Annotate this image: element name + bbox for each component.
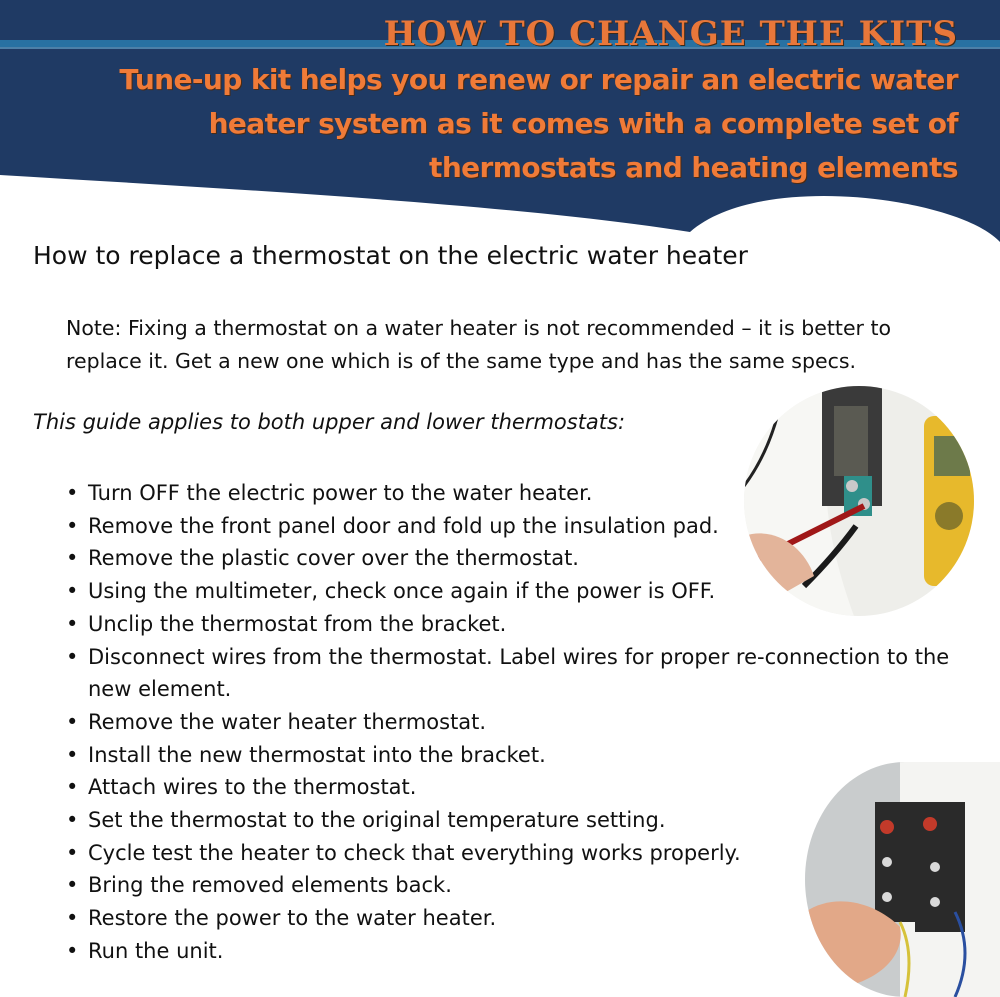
guide-intro: This guide applies to both upper and lower thermostats: <box>33 410 626 434</box>
multimeter-photo <box>744 386 974 616</box>
step-item: • Run the unit. <box>66 935 986 968</box>
step-item: • Restore the power to the water heater. <box>66 902 986 935</box>
step-item: • Cycle test the heater to check that everything works properly. <box>66 837 986 870</box>
section-title: How to replace a thermostat on the electric water heater <box>33 241 748 270</box>
step-item: • Remove the plastic cover over the thermostat. <box>66 542 986 575</box>
step-item: • Remove the water heater thermostat. <box>66 706 986 739</box>
thermostat-photo <box>805 762 1000 997</box>
step-item: • Attach wires to the thermostat. <box>66 771 986 804</box>
step-item: • Turn OFF the electric power to the water heater. <box>66 477 986 510</box>
step-item: • Remove the front panel door and fold up the insulation pad. <box>66 510 986 543</box>
header-subtitle: Tune-up kit helps you renew or repair an electric water heater system as it comes with a complete set of thermostats and heating elements <box>119 63 958 184</box>
step-item: • Install the new thermostat into the bracket. <box>66 739 986 772</box>
step-item: • Unclip the thermostat from the bracket. <box>66 608 986 641</box>
step-item: • Using the multimeter, check once again if the power is OFF. <box>66 575 986 608</box>
step-item: • Bring the removed elements back. <box>66 869 986 902</box>
step-item: • Disconnect wires from the thermostat. Label wires for proper re-connection to the new element. <box>66 641 986 706</box>
note-text: Note: Fixing a thermostat on a water heater is not recommended – it is better to replace it. Get a new one which is of the same type and has the same specs. <box>66 316 892 373</box>
header-title: HOW TO CHANGE THE KITS <box>383 14 958 54</box>
step-item: • Set the thermostat to the original temperature setting. <box>66 804 986 837</box>
